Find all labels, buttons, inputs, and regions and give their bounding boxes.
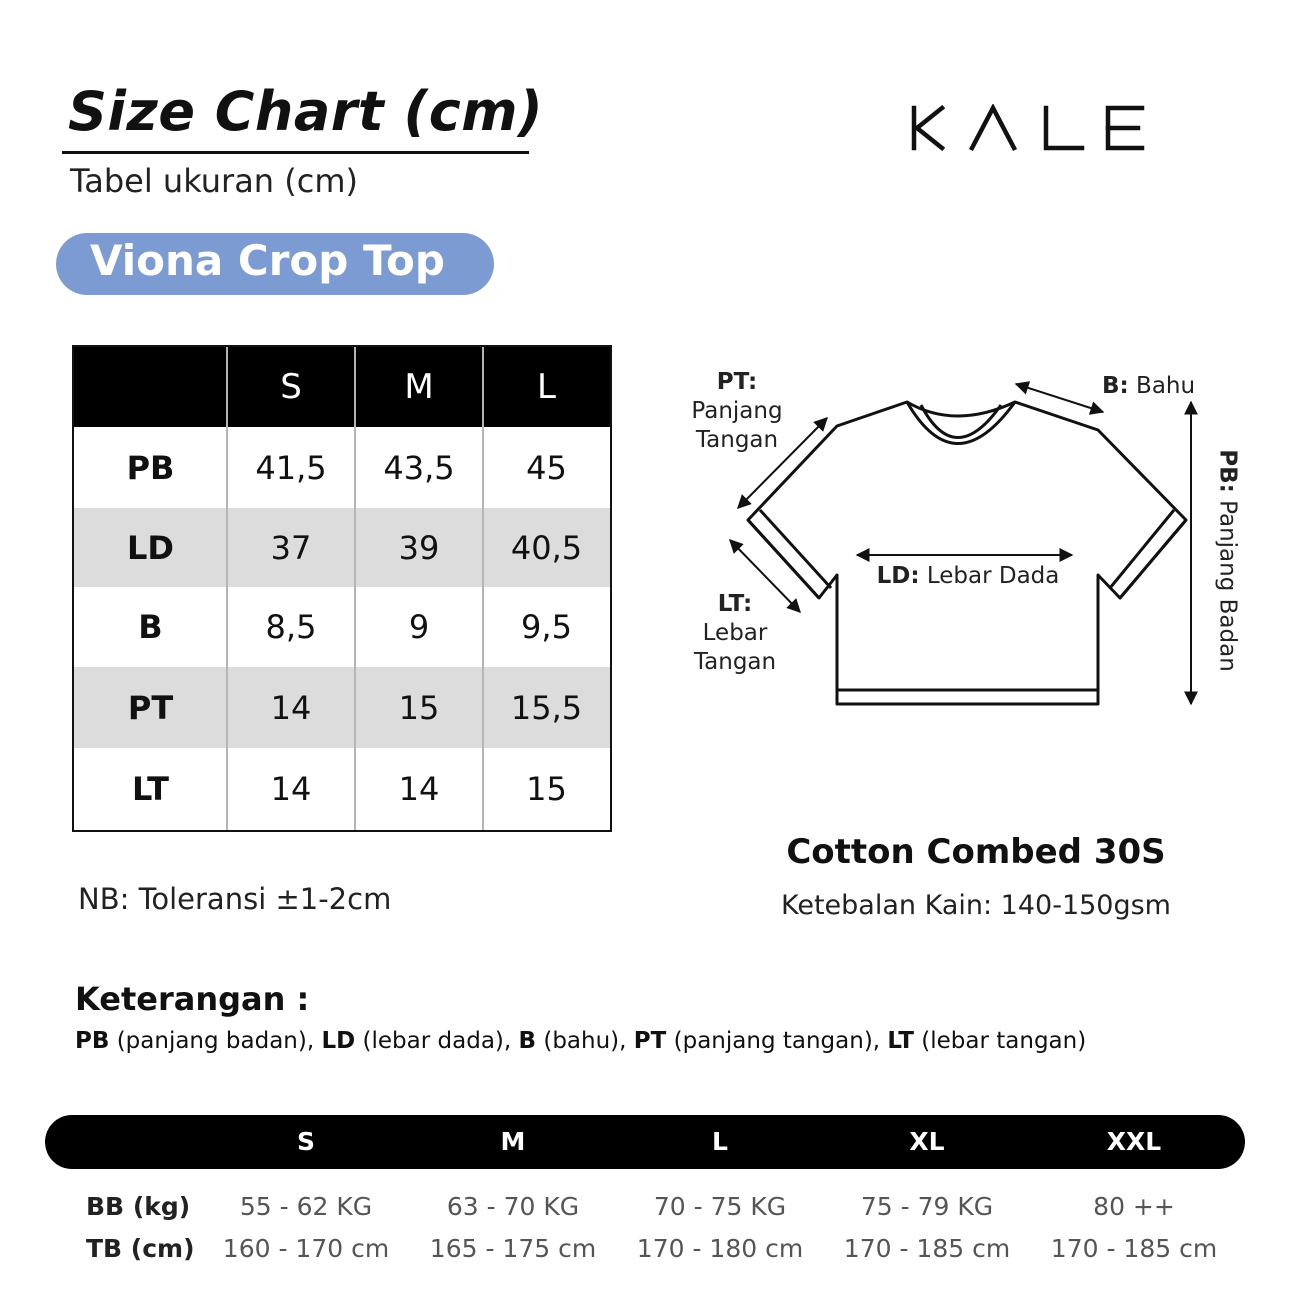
table-cell: 43,5 — [383, 448, 455, 487]
body-size-cell: 75 - 79 KG — [860, 1192, 994, 1221]
legend-code: PB — [75, 1028, 110, 1054]
table-row — [74, 587, 610, 667]
table-header-cell: M — [404, 367, 434, 407]
brand-logo — [908, 104, 1148, 152]
fabric-thickness: Ketebalan Kain: 140-150gsm — [781, 890, 1171, 921]
row-label: B — [138, 608, 163, 646]
body-size-cell: 160 - 170 cm — [222, 1234, 390, 1263]
legend-code: LD — [321, 1028, 356, 1054]
title-underline — [62, 151, 529, 154]
pt-text-line2: Tangan — [695, 427, 779, 453]
column-divider — [354, 347, 356, 830]
tolerance-note: NB: Toleransi ±1-2cm — [78, 882, 392, 916]
ld-text: Lebar Dada — [926, 563, 1060, 589]
legend-desc: (lebar tangan) — [921, 1028, 1087, 1054]
body-size-header-bar — [45, 1115, 1245, 1169]
body-size-header: XXL — [1106, 1127, 1162, 1156]
table-cell: 45 — [526, 448, 567, 487]
lt-label — [680, 590, 790, 677]
body-size-header: XL — [909, 1127, 945, 1156]
body-size-header: S — [296, 1127, 316, 1156]
body-size-header: L — [712, 1127, 728, 1156]
table-cell: 8,5 — [265, 608, 317, 646]
ld-label — [868, 562, 1068, 591]
table-row — [74, 508, 610, 587]
body-size-row-label: TB (cm) — [86, 1234, 195, 1263]
pt-code: PT: — [716, 369, 758, 395]
table-header-row — [74, 347, 610, 427]
body-size-cell: 70 - 75 KG — [653, 1192, 787, 1221]
legend-desc: (panjang tangan), — [673, 1028, 881, 1054]
lt-text-line2: Tangan — [693, 649, 777, 675]
column-divider — [226, 347, 228, 830]
legend-title: Keterangan : — [75, 980, 310, 1018]
body-size-cell: 80 ++ — [1093, 1192, 1175, 1221]
table-header-cell — [74, 347, 227, 427]
table-row — [74, 427, 610, 508]
table-cell: 14 — [270, 770, 312, 808]
body-size-cell: 170 - 180 cm — [636, 1234, 804, 1263]
table-row — [74, 748, 610, 830]
table-cell: 15 — [526, 770, 567, 808]
table-cell: 40,5 — [510, 528, 583, 567]
table-cell: 14 — [398, 770, 440, 808]
legend-desc: (lebar dada), — [362, 1028, 512, 1054]
body-size-cell: 63 - 70 KG — [446, 1192, 580, 1221]
table-cell: 37 — [270, 528, 312, 567]
legend-code: B — [518, 1028, 537, 1054]
table-cell: 9 — [408, 608, 430, 646]
row-label: PT — [127, 688, 174, 727]
pt-label — [674, 368, 800, 455]
pb-text: Panjang Badan — [1214, 500, 1241, 672]
table-cell: 15,5 — [510, 688, 583, 727]
column-divider — [482, 347, 484, 830]
legend-code: LT — [887, 1028, 914, 1054]
b-text: Bahu — [1136, 373, 1196, 399]
pb-label — [1213, 446, 1242, 676]
product-name-badge — [56, 233, 494, 295]
legend-desc: (panjang badan), — [116, 1028, 315, 1054]
pt-text-line1: Panjang — [691, 398, 783, 424]
body-size-row-label: BB (kg) — [86, 1192, 191, 1221]
table-header-cell: S — [280, 367, 302, 407]
b-code: B: — [1102, 373, 1129, 399]
body-size-cell: 170 - 185 cm — [843, 1234, 1011, 1263]
body-size-header: M — [500, 1127, 526, 1156]
ld-code: LD: — [876, 563, 920, 589]
table-cell: 15 — [398, 688, 440, 727]
lt-code: LT: — [717, 591, 753, 617]
size-table — [72, 345, 612, 832]
table-cell: 9,5 — [521, 608, 572, 646]
product-name: Viona Crop Top — [90, 236, 445, 285]
table-row — [74, 667, 610, 748]
garment-diagram — [670, 360, 1250, 720]
body-size-cell: 170 - 185 cm — [1050, 1234, 1218, 1263]
table-header-cell: L — [537, 367, 556, 407]
pb-code: PB: — [1214, 449, 1241, 493]
body-size-cell: 165 - 175 cm — [429, 1234, 597, 1263]
table-cell: 39 — [398, 528, 440, 567]
table-cell: 41,5 — [255, 448, 327, 487]
legend-code: PT — [633, 1028, 667, 1054]
page-title: Size Chart (cm) — [68, 80, 544, 143]
fabric-material: Cotton Combed 30S — [786, 832, 1166, 872]
table-cell: 14 — [270, 688, 312, 727]
lt-text-line1: Lebar — [702, 620, 768, 646]
b-label — [1102, 372, 1232, 401]
legend-desc: (bahu), — [543, 1028, 627, 1054]
row-label: PB — [126, 448, 175, 487]
row-label: LT — [132, 770, 169, 808]
page-subtitle: Tabel ukuran (cm) — [70, 162, 358, 200]
legend-text — [75, 1028, 1086, 1054]
body-size-cell: 55 - 62 KG — [239, 1192, 373, 1221]
row-label: LD — [127, 528, 174, 567]
